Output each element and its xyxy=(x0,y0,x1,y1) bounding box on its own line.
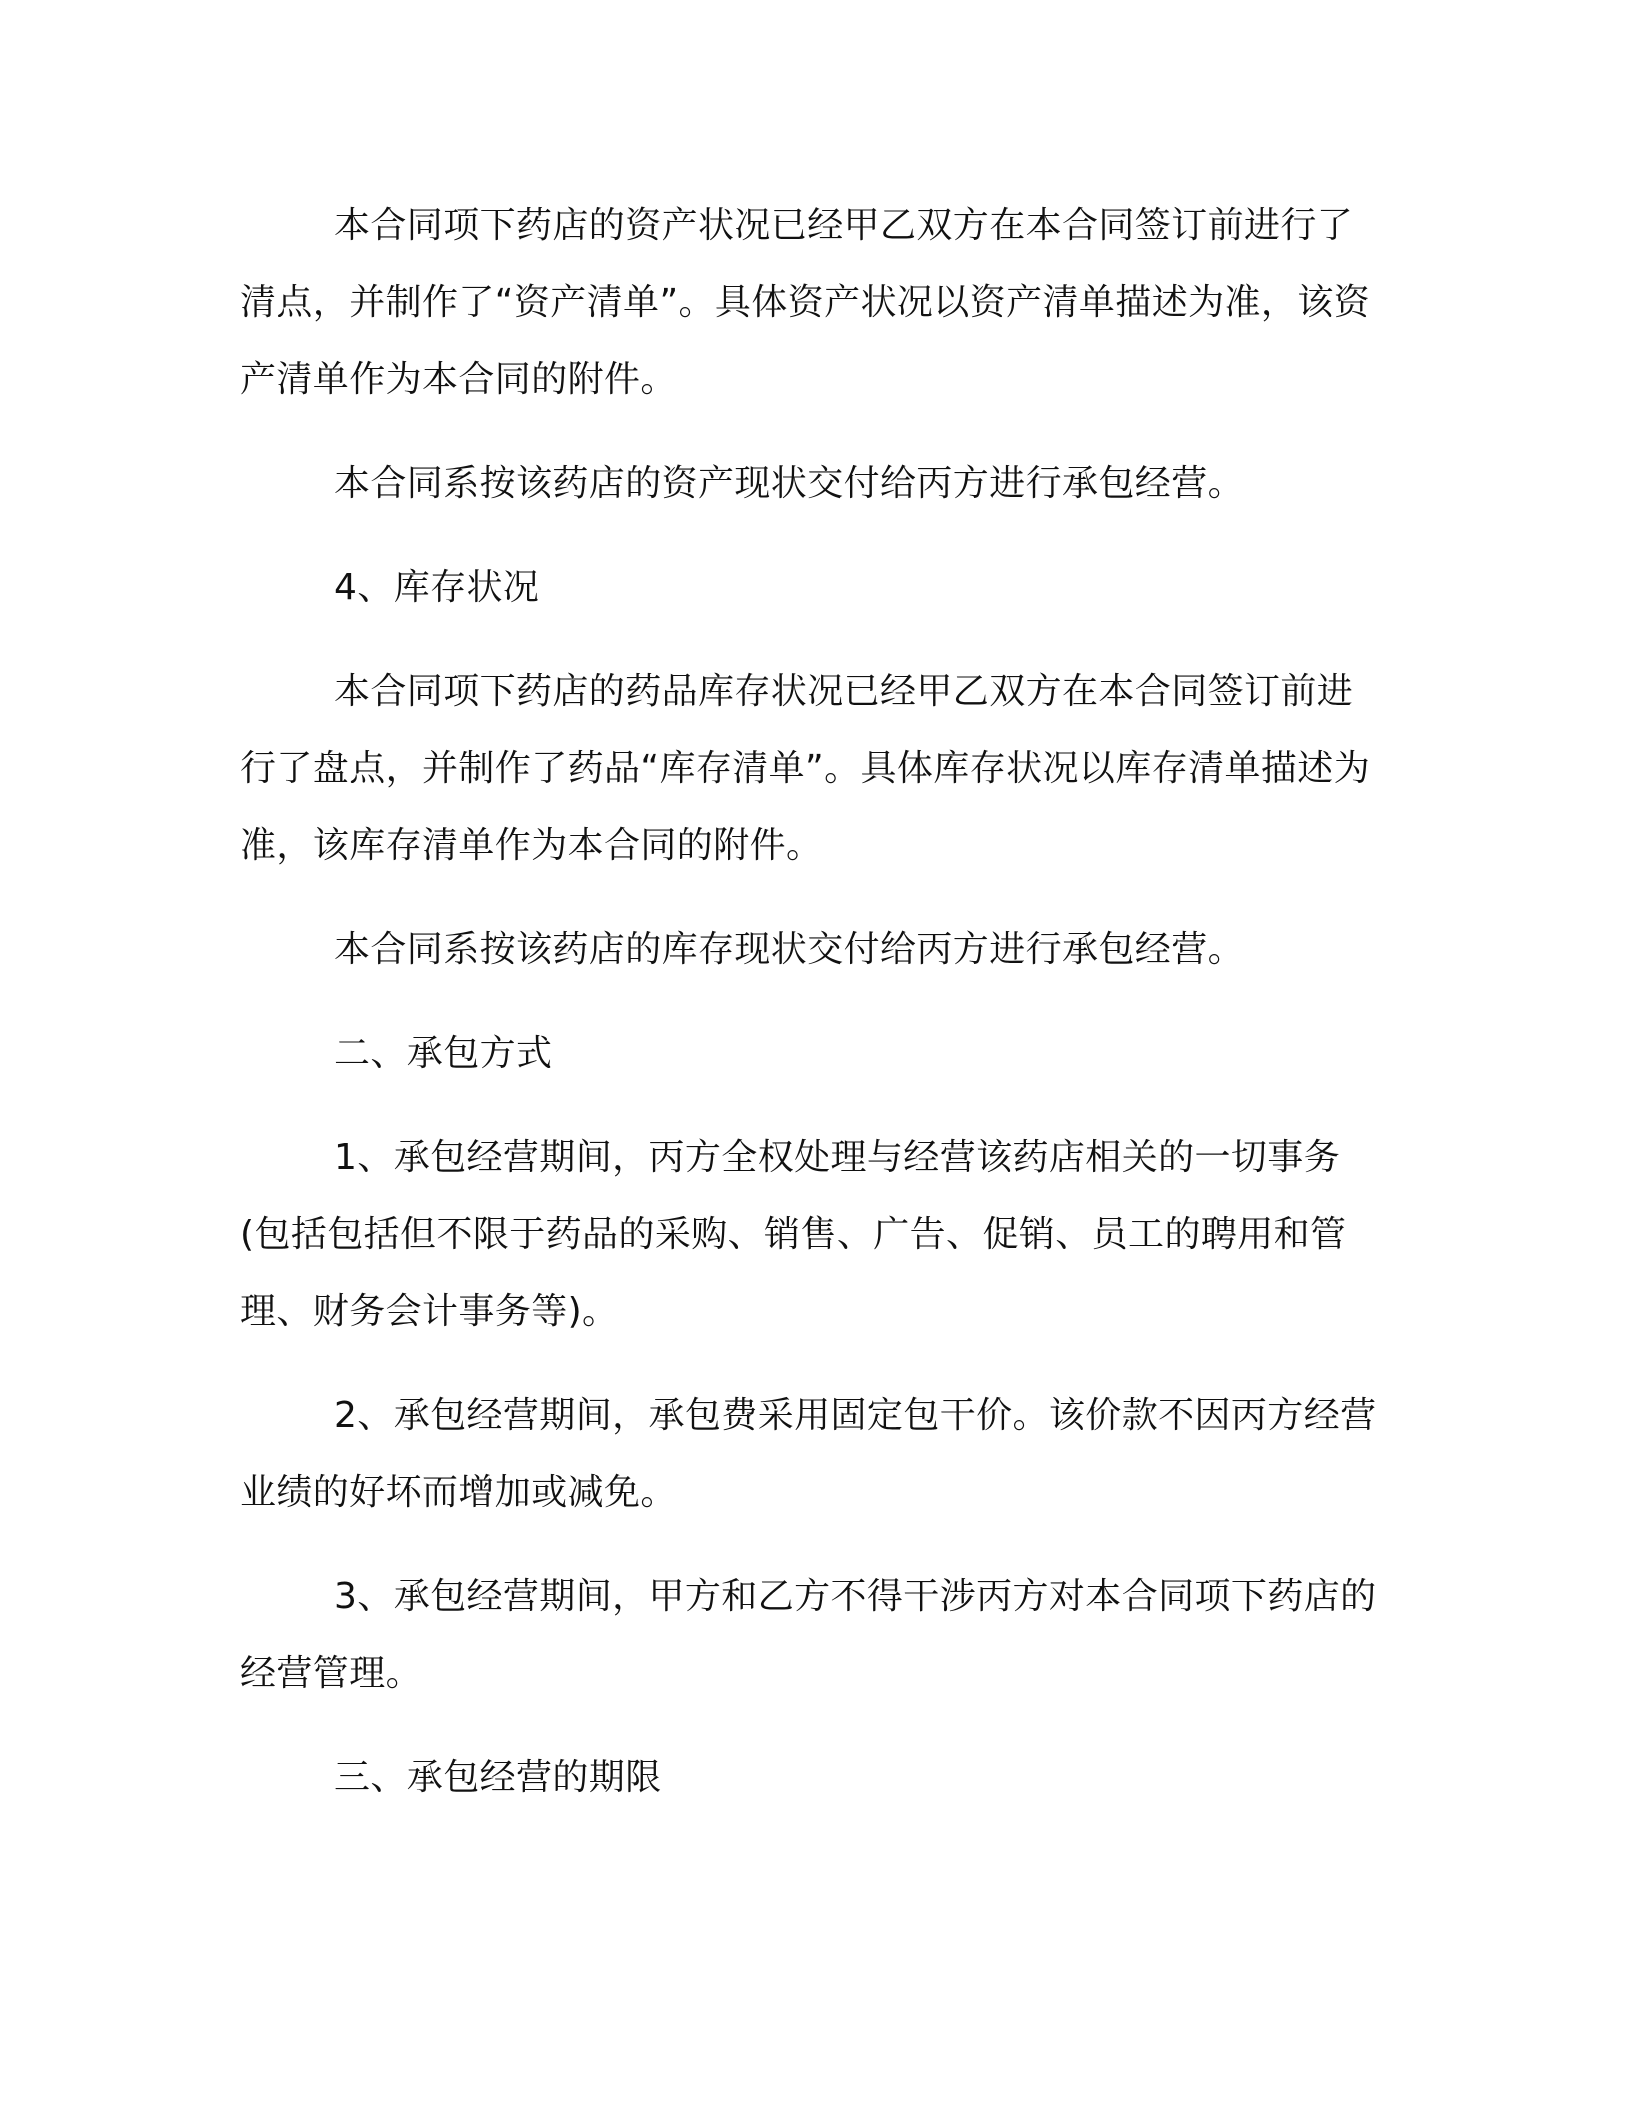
document-body xyxy=(240,187,1380,1816)
paragraph-inventory-status: 本合同项下药店的药品库存状况已经甲乙双方在本合同签订前进行了盘点，并制作了药品“库存清单”。具体库存状况以库存清单描述为准，该库存清单作为本合同的附件。 xyxy=(240,671,1371,866)
paragraph-clause-3: 3、承包经营期间，甲方和乙方不得干涉丙方对本合同项下药店的经营管理。 xyxy=(240,1576,1377,1694)
paragraph-asset-status: 本合同项下药店的资产状况已经甲乙双方在本合同签订前进行了清点，并制作了“资产清单”。具体资产状况以资产清单描述为准，该资产清单作为本合同的附件。 xyxy=(240,205,1371,400)
heading-inventory-status: 4、库存状况 xyxy=(334,567,540,608)
paragraph-clause-1: 1、承包经营期间，丙方全权处理与经营该药店相关的一切事务(包括包括但不限于药品的采购、销售、广告、促销、员工的聘用和管理、财务会计事务等)。 xyxy=(240,1137,1347,1332)
paragraph-clause-2: 2、承包经营期间，承包费采用固定包干价。该价款不因丙方经营业绩的好坏而增加或减免。 xyxy=(240,1395,1377,1513)
paragraph-asset-delivery: 本合同系按该药店的资产现状交付给丙方进行承包经营。 xyxy=(334,463,1245,504)
heading-contract-term: 三、承包经营的期限 xyxy=(334,1757,662,1798)
paragraph-inventory-delivery: 本合同系按该药店的库存现状交付给丙方进行承包经营。 xyxy=(334,929,1245,970)
heading-contract-method: 二、承包方式 xyxy=(334,1033,553,1074)
